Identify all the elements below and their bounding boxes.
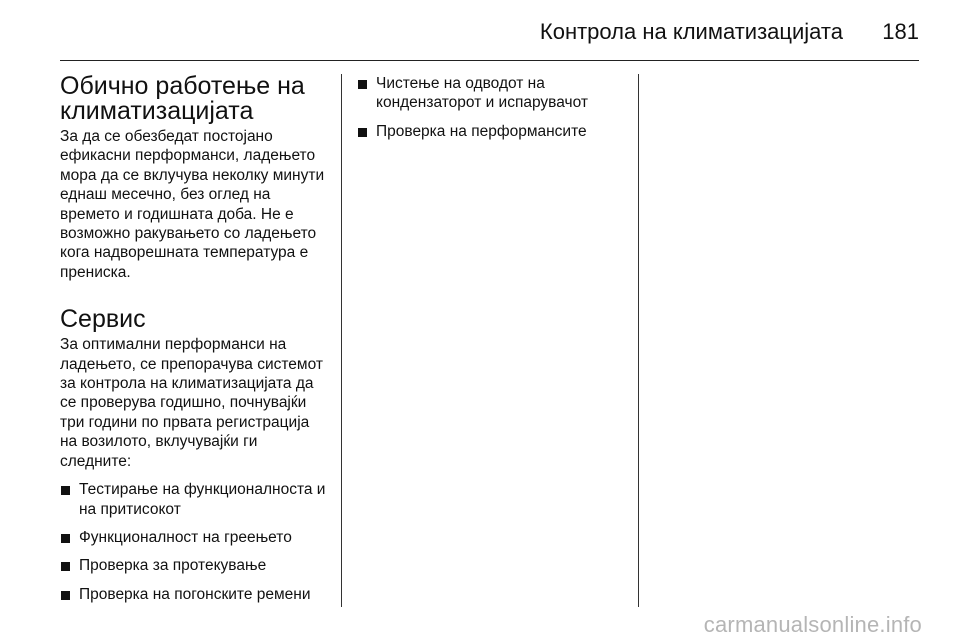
section-body-normal-operation: За да се обезбедат постојано ефикасни перформанси, ладењето мора да се вклучува неколку минути еднаш месечно, без оглед на времето и годишната доба. Не е возможно ракувањето со ладењето кога надворешната температура е прениска. bbox=[60, 128, 325, 281]
list-item bbox=[60, 585, 330, 604]
list-item-text: Проверка за протекување bbox=[79, 557, 267, 575]
header-title: Контрола на климатизацијата bbox=[539, 19, 843, 44]
square-bullet-icon bbox=[358, 128, 367, 137]
list-item bbox=[357, 74, 629, 113]
square-bullet-icon bbox=[61, 534, 70, 543]
column-middle bbox=[357, 74, 629, 150]
page-header bbox=[60, 0, 919, 60]
square-bullet-icon bbox=[358, 80, 367, 89]
section-body-service: За оптимални перформанси на ладењето, се препорачува системот за контрола на климатизацијата да се проверува годишно, почнувајќи три години по првата регистрација на возилото, вклучувајќи ги следните: bbox=[60, 336, 323, 470]
section-heading-normal-operation bbox=[60, 74, 330, 124]
page-number: 181 bbox=[882, 19, 919, 44]
square-bullet-icon bbox=[61, 562, 70, 571]
list-item-text: Тестирање на функционалноста и на притисокот bbox=[79, 481, 326, 518]
list-item bbox=[60, 528, 330, 547]
list-item-text: Чистење на одводот на кондензаторот и испарувачот bbox=[376, 75, 588, 112]
heading-line-2: климатизацијата bbox=[60, 97, 254, 125]
column-divider-1 bbox=[341, 74, 342, 607]
column-left bbox=[60, 74, 330, 613]
watermark: carmanualsonline.info bbox=[703, 612, 922, 637]
list-item bbox=[60, 480, 330, 519]
heading-line-1: Обично работење на bbox=[60, 72, 305, 100]
section-heading-service: Сервис bbox=[60, 305, 146, 334]
square-bullet-icon bbox=[61, 486, 70, 495]
list-item bbox=[357, 122, 629, 141]
list-item-text: Функционалност на греењето bbox=[79, 528, 292, 546]
service-checklist bbox=[60, 480, 330, 604]
square-bullet-icon bbox=[61, 591, 70, 600]
list-item-text: Проверка на перформансите bbox=[376, 122, 587, 140]
column-divider-2 bbox=[638, 74, 639, 607]
service-checklist-continued bbox=[357, 74, 629, 141]
list-item-text: Проверка на погонските ремени bbox=[79, 585, 311, 603]
list-item bbox=[60, 556, 330, 575]
header-divider bbox=[60, 60, 919, 61]
